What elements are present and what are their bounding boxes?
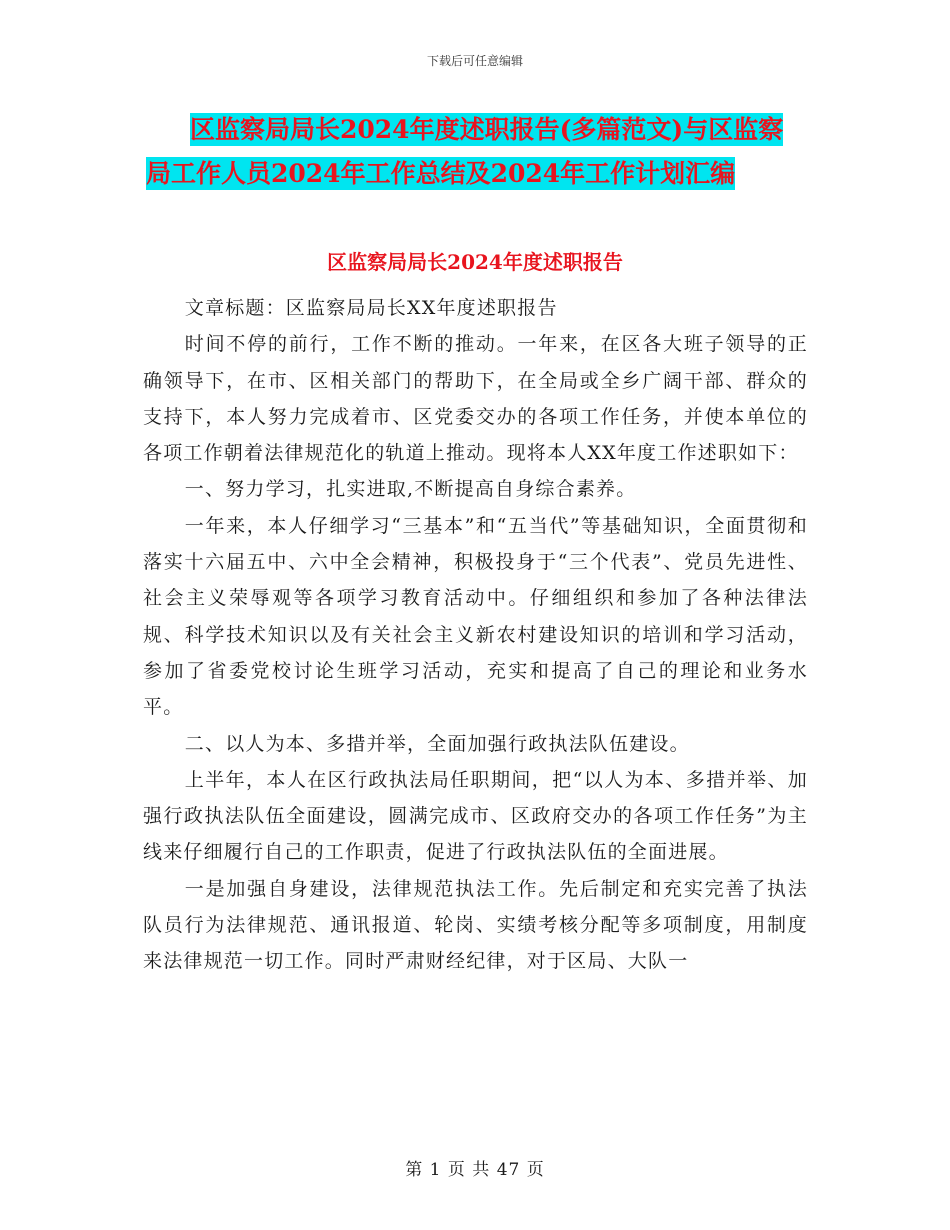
document-title-line-2	[146, 152, 826, 196]
body-text	[143, 290, 808, 980]
paragraph-heading: 二、以人为本、多措并举，全面加强行政执法队伍建设。	[184, 732, 690, 755]
document-title	[146, 108, 826, 196]
title-highlight: 区监察局局长2024年度述职报告(多篇范文)与区监察	[190, 115, 784, 144]
paragraph: 上半年，本人在区行政执法局任职期间，把“以人为本、多措并举、加强行政执法队伍全面建设，圆满完成市、区政府交办的各项工作任务”为主线来仔细履行自己的工作职责，促进了行政执法队伍的全面进展。	[143, 768, 808, 864]
document-title-line-1	[146, 108, 826, 152]
page-header-note: 下载后可任意编辑	[426, 54, 523, 68]
section-title: 区监察局局长2024年度述职报告	[327, 250, 623, 274]
page-number-footer: 第 1 页 共 47 页	[405, 1160, 545, 1180]
paragraph: 一是加强自身建设，法律规范执法工作。先后制定和充实完善了执法队员行为法律规范、通讯报道、轮岗、实绩考核分配等多项制度，用制度来法律规范一切工作。同时严肃财经纪律，对于区局、大队一	[143, 877, 808, 973]
paragraph-heading: 一、努力学习，扎实进取,不断提高自身综合素养。	[184, 478, 637, 501]
paragraph: 一年来，本人仔细学习“三基本”和“五当代”等基础知识，全面贯彻和落实十六届五中、六中全会精神，积极投身于“三个代表”、党员先进性、社会主义荣辱观等各项学习教育活动中。仔细组织和参加了各种法律法规、科学技术知识以及有关社会主义新农村建设知识的培训和学习活动，参加了省委党校讨论生班学习活动，充实和提高了自己的理论和业务水平。	[143, 514, 808, 719]
title-highlight: 局工作人员2024年工作总结及2024年工作计划汇编	[146, 159, 736, 188]
paragraph: 时间不停的前行，工作不断的推动。一年来，在区各大班子领导的正确领导下，在市、区相关部门的帮助下，在全局或全乡广阔干部、群众的支持下，本人努力完成着市、区党委交办的各项工作任务，并使本单位的各项工作朝着法律规范化的轨道上推动。现将本人XX年度工作述职如下：	[143, 333, 808, 465]
paragraph-article-title: 文章标题：区监察局局长XX年度述职报告	[184, 297, 558, 319]
